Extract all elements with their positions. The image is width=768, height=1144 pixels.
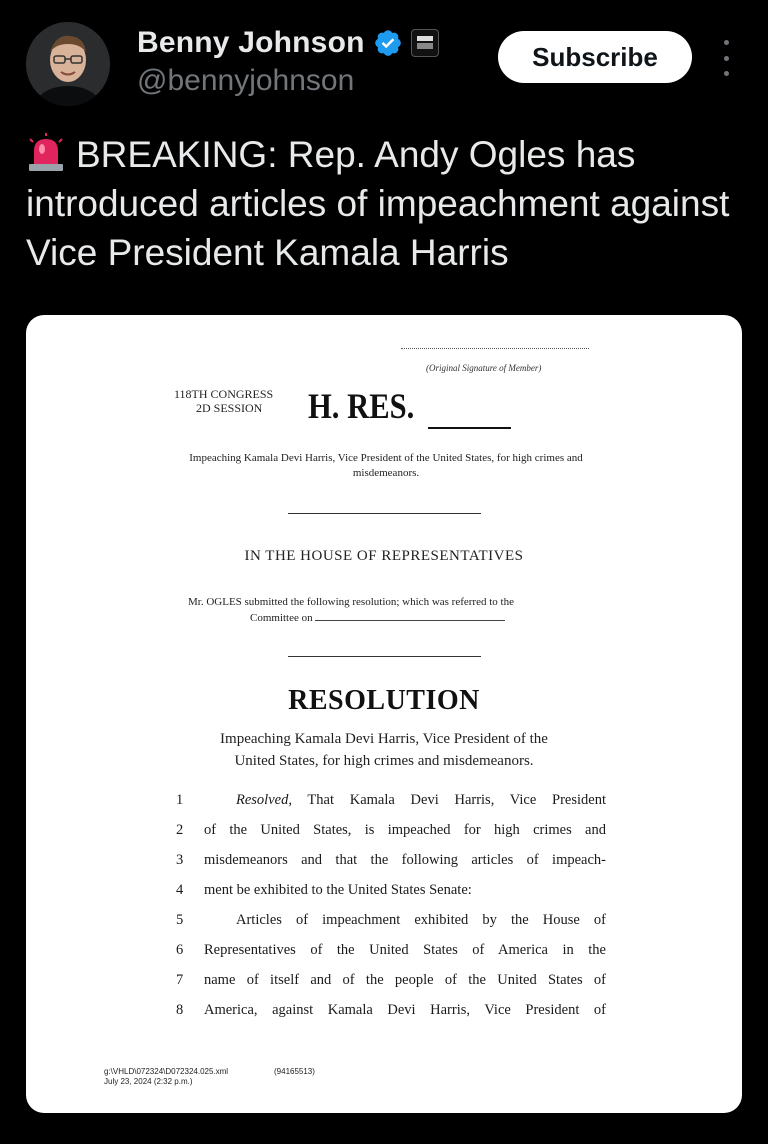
author-handle[interactable]: @bennyjohnson: [137, 64, 355, 97]
siren-icon: [26, 133, 66, 173]
line-number: 6: [176, 941, 184, 958]
subscribe-button[interactable]: Subscribe: [498, 31, 692, 83]
short-title: Impeaching Kamala Devi Harris, Vice President of the United States, for high crimes and misdemeanors.: [189, 452, 583, 479]
line-number: 8: [176, 1001, 184, 1018]
line-text: Articles of impeachment exhibited by the House of: [236, 911, 606, 928]
long-title-line-1: Impeaching Kamala Devi Harris, Vice President of the: [220, 731, 548, 747]
resolution-line: [176, 935, 606, 965]
line-text: America, against Kamala Devi Harris, Vice President of: [204, 1001, 606, 1018]
committee-blank: [315, 610, 505, 621]
more-dot: [724, 56, 729, 61]
author-display-name[interactable]: Benny Johnson: [137, 26, 365, 59]
verified-badge-icon: [373, 28, 403, 58]
affiliation-badge-icon[interactable]: [411, 29, 439, 57]
resolution-line: [176, 875, 606, 905]
line-text: name of itself and of the people of the United States of: [204, 971, 606, 988]
footer-date: July 23, 2024 (2:32 p.m.): [104, 1077, 193, 1086]
long-title: [176, 728, 592, 772]
signature-caption: (Original Signature of Member): [426, 363, 542, 373]
avatar[interactable]: [26, 22, 110, 106]
resolution-line: [176, 905, 606, 935]
tweet-header: [0, 0, 768, 112]
line-number: 5: [176, 911, 184, 928]
congress-label: 118TH CONGRESS: [174, 387, 274, 401]
resolution-text: [176, 785, 606, 1025]
resolution-heading: RESOLUTION: [288, 685, 480, 716]
more-vertical-icon[interactable]: [714, 40, 738, 76]
submitted-line-2: [188, 610, 588, 626]
line-text: misdemeanors and that the following articles of impeach-: [204, 851, 606, 868]
resolved-keyword: Resolved,: [236, 791, 292, 808]
document-footer: [104, 1067, 228, 1087]
avatar-photo: [26, 22, 110, 106]
line-number: 4: [176, 881, 184, 898]
more-dot: [724, 71, 729, 76]
signature-line: [401, 348, 589, 349]
line-text: Resolved, That Kamala Devi Harris, Vice President: [236, 791, 606, 808]
long-title-line-2: United States, for high crimes and misdemeanors.: [234, 753, 534, 769]
resolution-line: [176, 815, 606, 845]
submitted-line-1: Mr. OGLES submitted the following resolution; which was referred to the: [188, 596, 514, 608]
tweet-text: [26, 130, 746, 277]
committee-label: Committee on: [250, 612, 313, 624]
more-dot: [724, 40, 729, 45]
bill-number: H. RES.: [308, 386, 415, 426]
line-text: ment be exhibited to the United States Senate:: [204, 881, 472, 898]
house-heading: IN THE HOUSE OF REPRESENTATIVES: [244, 548, 524, 564]
footer-path: g:\VHLD\072324\D072324.025.xml: [104, 1067, 229, 1076]
line-text: Representatives of the United States of America in the: [204, 941, 606, 958]
resolution-line: [176, 965, 606, 995]
resolution-line: [176, 785, 606, 815]
author-name-row[interactable]: [137, 26, 439, 60]
congress-session: [174, 387, 273, 415]
submitted-statement: [188, 595, 588, 626]
resolution-line: [176, 845, 606, 875]
line-number: 7: [176, 971, 184, 988]
line-text: of the United States, is impeached for high crimes and: [204, 821, 606, 838]
line-number: 2: [176, 821, 184, 838]
resolution-line: [176, 995, 606, 1025]
tweet-body: BREAKING: Rep. Andy Ogles has introduced articles of impeachment against Vice President Kamala Harris: [26, 134, 730, 273]
line-number: 1: [176, 791, 184, 808]
divider: [288, 513, 481, 514]
divider: [288, 656, 481, 657]
footer-code: (94165513): [274, 1067, 315, 1076]
bill-number-blank: [428, 427, 511, 429]
line-number: 3: [176, 851, 184, 868]
session-label: 2D SESSION: [196, 401, 263, 415]
tweet-media-image[interactable]: [26, 315, 742, 1113]
